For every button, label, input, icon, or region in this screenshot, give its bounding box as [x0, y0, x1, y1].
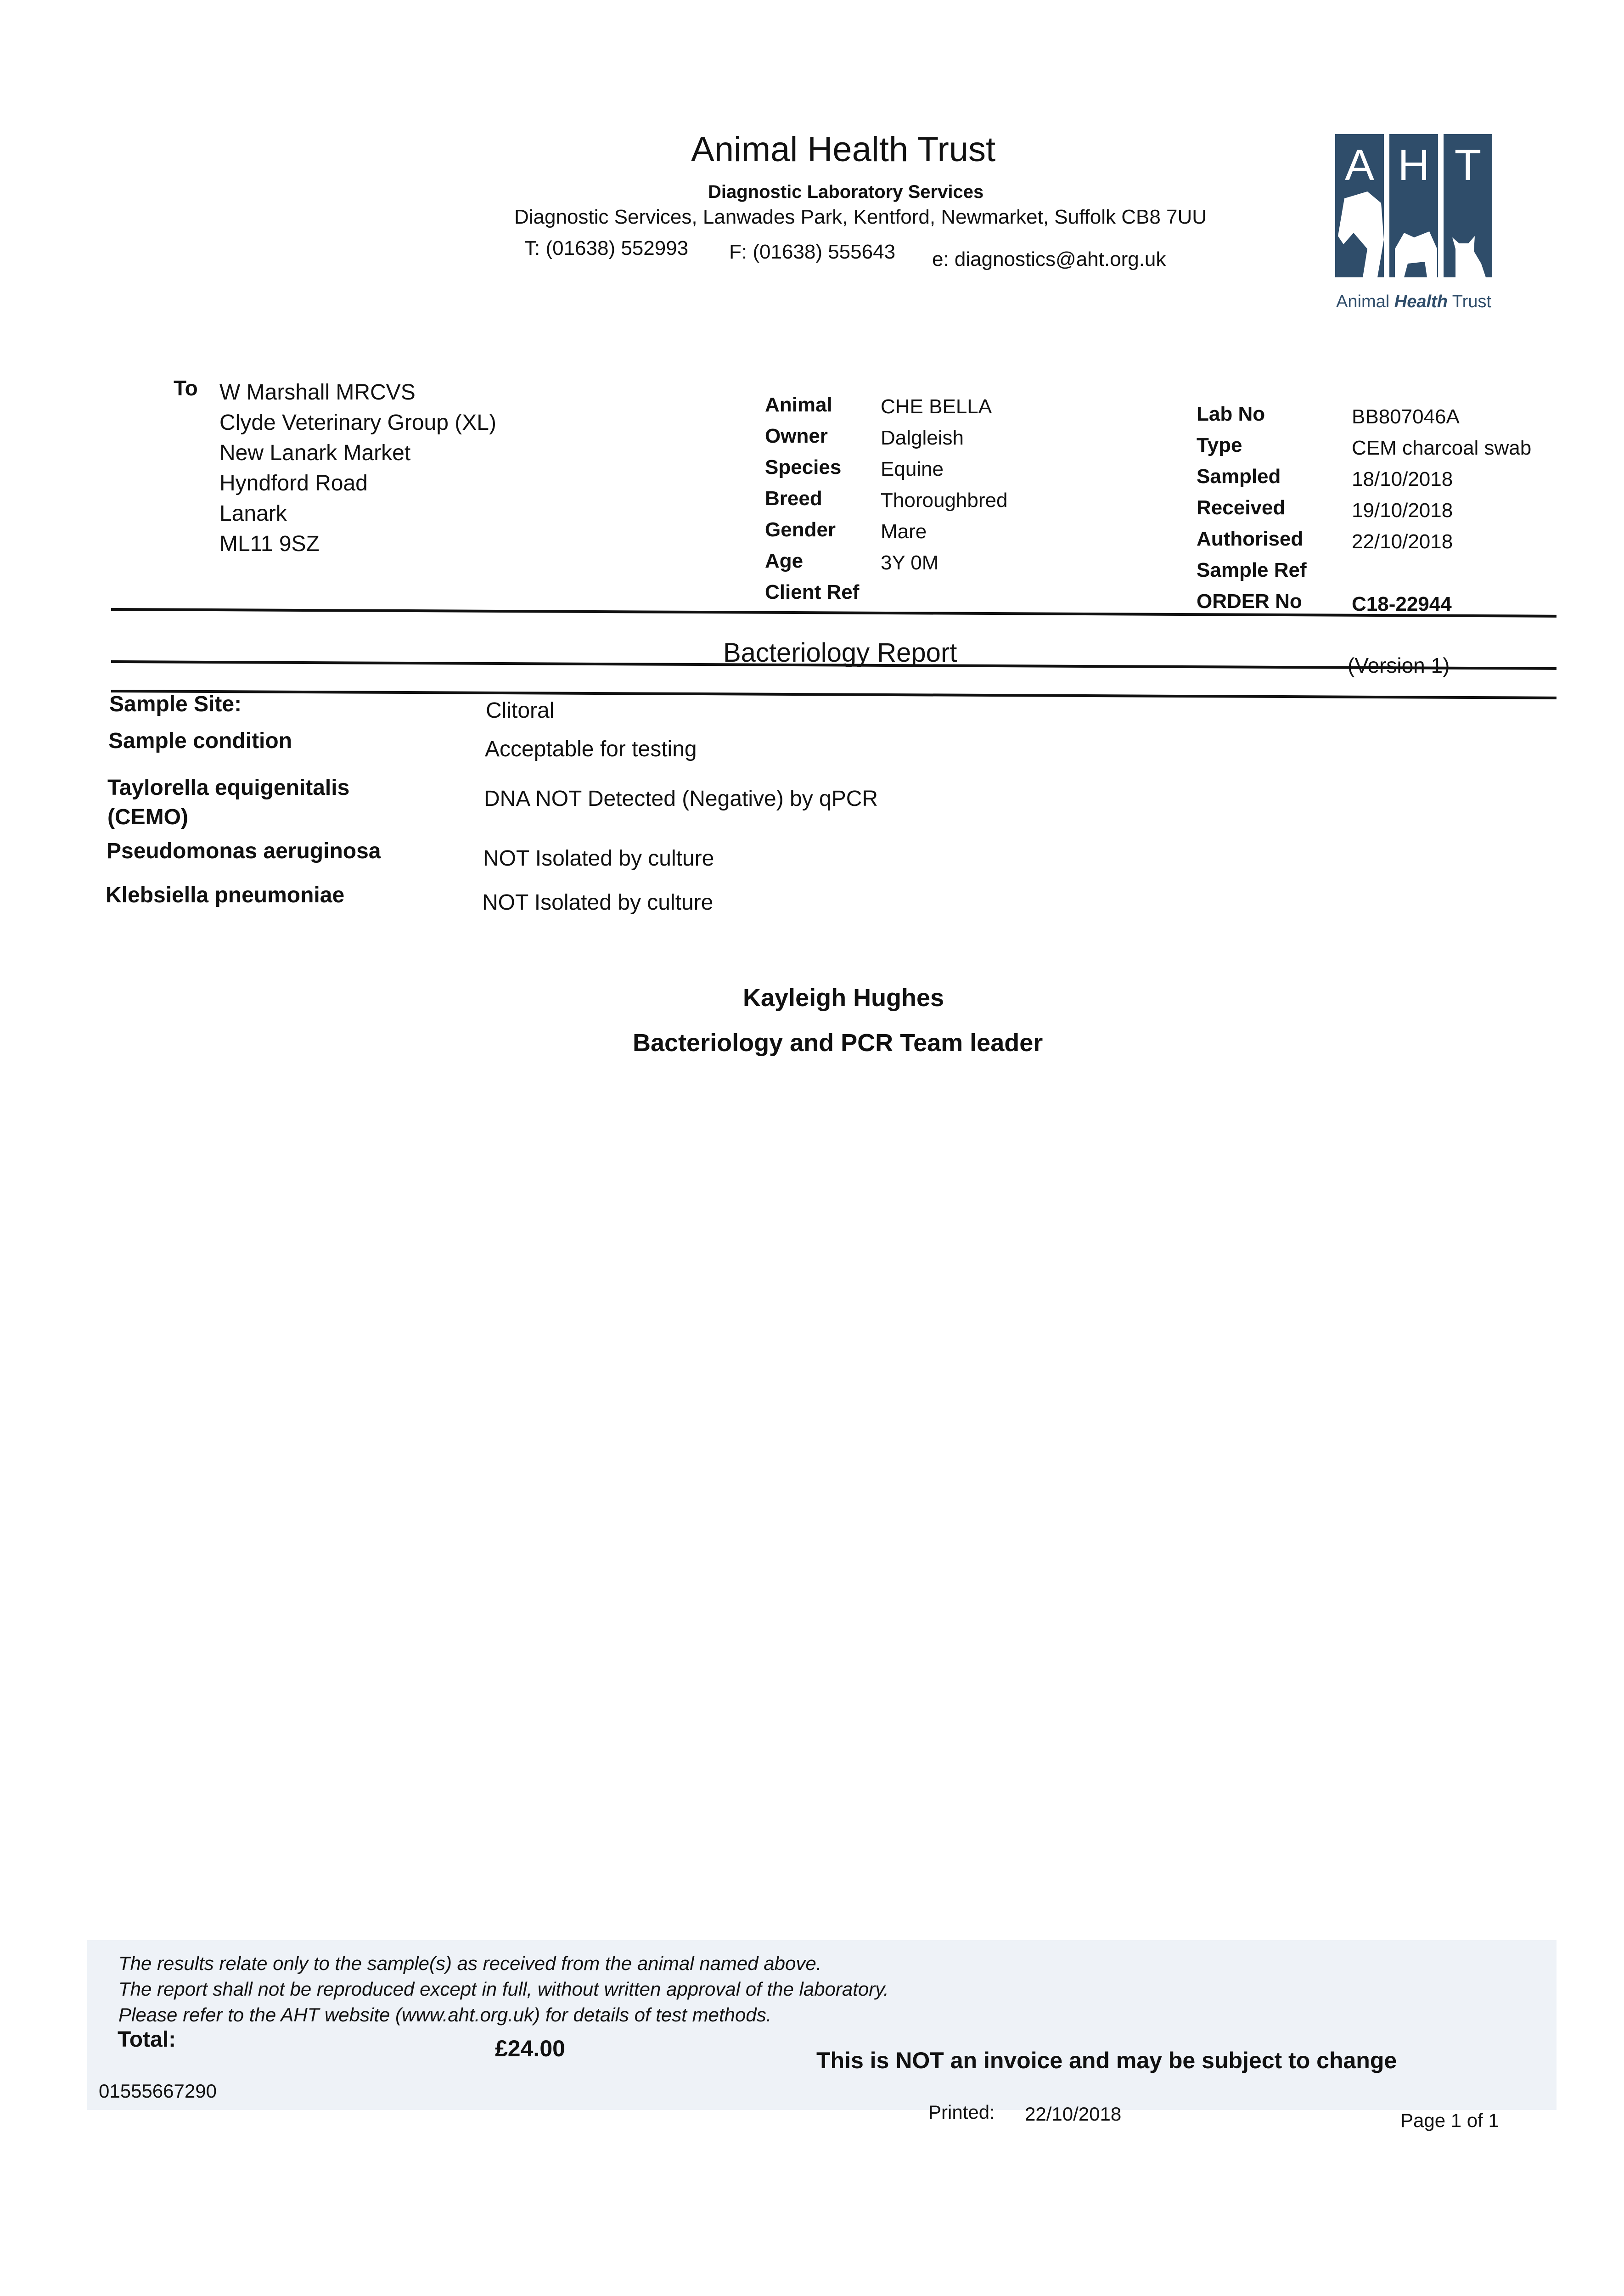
- order-no-label: ORDER No: [1197, 590, 1302, 613]
- owner-value: Dalgleish: [881, 427, 964, 449]
- result-label-pseudomonas: Pseudomonas aeruginosa: [107, 839, 381, 863]
- signatory-name: Kayleigh Hughes: [743, 984, 944, 1012]
- lab-no-label: Lab No: [1197, 403, 1265, 425]
- recipient-name: W Marshall MRCVS: [219, 380, 416, 405]
- result-value-pseudomonas: NOT Isolated by culture: [483, 846, 714, 871]
- animal-value: CHE BELLA: [881, 395, 992, 418]
- organisation-address: Diagnostic Services, Lanwades Park, Kentford, Newmarket, Suffolk CB8 7UU: [514, 206, 1207, 228]
- type-label: Type: [1197, 434, 1242, 456]
- printed-date: 22/10/2018: [1025, 2103, 1122, 2125]
- recipient-postcode: ML11 9SZ: [219, 532, 320, 556]
- recipient-town: Lanark: [219, 501, 287, 526]
- breed-value: Thoroughbred: [881, 489, 1008, 512]
- result-value-klebsiella: NOT Isolated by culture: [482, 890, 714, 915]
- received-label: Received: [1197, 496, 1286, 519]
- signatory-role: Bacteriology and PCR Team leader: [633, 1029, 1043, 1057]
- sampled-label: Sampled: [1197, 465, 1281, 488]
- printed-label: Printed:: [928, 2101, 995, 2123]
- authorised-label: Authorised: [1197, 528, 1304, 550]
- type-value: CEM charcoal swab: [1352, 437, 1532, 459]
- logo-caption-animal: Animal: [1336, 292, 1390, 311]
- divider-rule: [111, 690, 1557, 699]
- divider-rule: [111, 608, 1557, 618]
- result-label-taylorella-cemo: (CEMO): [107, 805, 188, 829]
- animal-label: Animal: [765, 394, 832, 416]
- lab-details-labels: [1197, 399, 1307, 617]
- logo-letter-a: A: [1344, 141, 1375, 190]
- logo-caption-health: Health: [1394, 292, 1448, 311]
- department-name: Diagnostic Laboratory Services: [708, 182, 984, 202]
- logo-letter-h: H: [1398, 141, 1430, 190]
- footer-note: Please refer to the AHT website (www.aht.org.uk) for details of test methods.: [118, 2004, 772, 2026]
- fax-number: F: (01638) 555643: [729, 241, 896, 263]
- sample-ref-value: [1352, 557, 1531, 589]
- total-value: £24.00: [495, 2036, 565, 2061]
- gender-label: Gender: [765, 518, 836, 541]
- result-label-sample-site: Sample Site:: [109, 692, 242, 716]
- email-address: e: diagnostics@aht.org.uk: [932, 248, 1166, 270]
- footer-note: The report shall not be reproduced except in full, without written approval of the laboratory.: [118, 1978, 889, 2000]
- telephone-number: T: (01638) 552993: [524, 237, 689, 259]
- client-ref-label: Client Ref: [765, 581, 860, 603]
- received-value: 19/10/2018: [1352, 499, 1453, 522]
- sample-ref-label: Sample Ref: [1197, 559, 1307, 581]
- client-ref-value: [881, 579, 1007, 610]
- aht-logo: [1335, 134, 1492, 277]
- recipient-label: To: [174, 376, 198, 400]
- result-label-sample-condition: Sample condition: [108, 729, 292, 753]
- sampled-value: 18/10/2018: [1352, 468, 1453, 490]
- breed-label: Breed: [765, 487, 822, 510]
- age-value: 3Y 0M: [881, 551, 939, 574]
- lab-no-value: BB807046A: [1352, 405, 1460, 428]
- animal-details-values: [881, 391, 1007, 610]
- species-value: Equine: [881, 458, 944, 480]
- total-label: Total:: [118, 2027, 176, 2052]
- reference-number: 01555667290: [99, 2080, 217, 2102]
- organisation-name: Animal Health Trust: [691, 130, 996, 169]
- authorised-value: 22/10/2018: [1352, 530, 1453, 553]
- recipient-address: [219, 377, 496, 559]
- logo-caption: [1335, 292, 1492, 312]
- species-label: Species: [765, 456, 842, 478]
- result-label-klebsiella: Klebsiella pneumoniae: [106, 883, 345, 907]
- report-title: Bacteriology Report: [723, 638, 957, 668]
- result-value-sample-condition: Acceptable for testing: [485, 737, 697, 761]
- invoice-note: This is NOT an invoice and may be subject to change: [816, 2048, 1397, 2073]
- page-number: Page 1 of 1: [1400, 2110, 1499, 2131]
- result-label-taylorella: Taylorella equigenitalis: [107, 776, 350, 800]
- lab-details-values: [1352, 401, 1531, 620]
- recipient-address-line: New Lanark Market: [219, 441, 411, 465]
- footer-notes: [118, 1951, 889, 2028]
- result-value-sample-site: Clitoral: [486, 698, 555, 723]
- gender-value: Mare: [881, 520, 927, 543]
- result-value-taylorella: DNA NOT Detected (Negative) by qPCR: [484, 787, 878, 811]
- logo-caption-trust: Trust: [1452, 292, 1491, 311]
- recipient-address-line: Hyndford Road: [219, 471, 368, 495]
- age-label: Age: [765, 550, 804, 572]
- owner-label: Owner: [765, 425, 828, 447]
- logo-letter-t: T: [1454, 141, 1482, 190]
- animal-details-labels: [765, 389, 859, 608]
- footer-note: The results relate only to the sample(s) as received from the animal named above.: [118, 1953, 822, 1974]
- recipient-practice: Clyde Veterinary Group (XL): [219, 411, 496, 435]
- report-version: (Version 1): [1348, 653, 1450, 677]
- order-no-value: C18-22944: [1352, 593, 1452, 615]
